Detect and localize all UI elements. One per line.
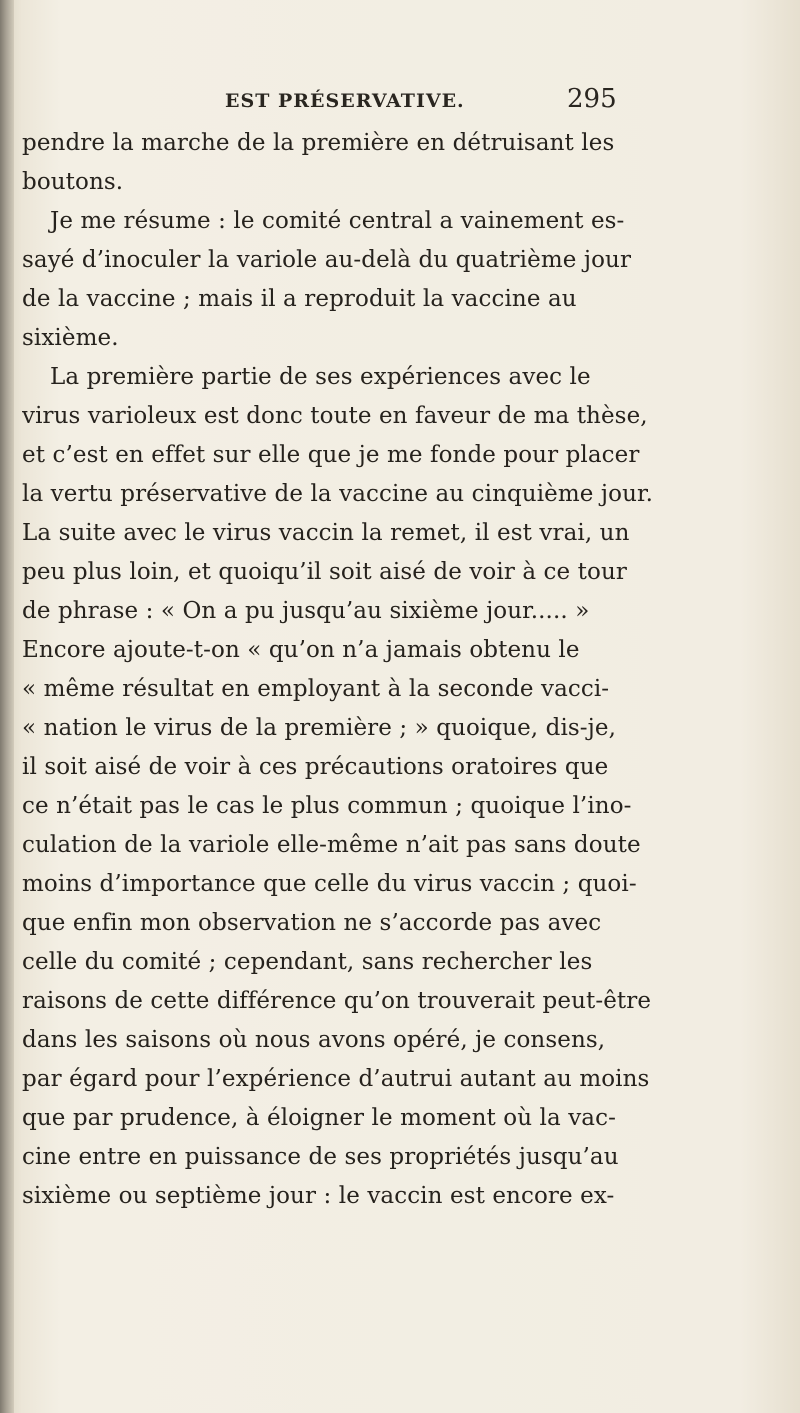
text-line: celle du comité ; cependant, sans rechercher les (22, 949, 593, 975)
text-line: de la vaccine ; mais il a reproduit la vaccine au (22, 286, 577, 312)
text-line: boutons. (22, 169, 124, 195)
text-line: sayé d’inoculer la variole au-delà du quatrième jour (22, 247, 632, 273)
text-line: sixième. (22, 325, 119, 351)
body-text (22, 124, 762, 1216)
text-line: la vertu préservative de la vaccine au cinquième jour. (22, 481, 653, 507)
text-line: il soit aisé de voir à ces précautions oratoires que (22, 754, 609, 780)
text-line: virus varioleux est donc toute en faveur de ma thèse, (22, 403, 648, 429)
running-head (0, 80, 800, 120)
text-line: La première partie de ses expériences avec le (50, 364, 591, 390)
text-line: et c’est en effet sur elle que je me fonde pour placer (22, 442, 640, 468)
text-line: cine entre en puissance de ses propriétés jusqu’au (22, 1144, 619, 1170)
text-line: Encore ajoute-t-on « qu’on n’a jamais obtenu le (22, 637, 580, 663)
text-line: moins d’importance que celle du virus vaccin ; quoi- (22, 871, 637, 897)
text-line: culation de la variole elle-même n’ait pas sans doute (22, 832, 641, 858)
text-line: sixième ou septième jour : le vaccin est encore ex- (22, 1183, 615, 1209)
text-line: de phrase : « On a pu jusqu’au sixième jour..... » (22, 598, 590, 624)
text-line: pendre la marche de la première en détruisant les (22, 130, 615, 156)
text-line: par égard pour l’expérience d’autrui autant au moins (22, 1066, 650, 1092)
text-line: que enfin mon observation ne s’accorde pas avec (22, 910, 602, 936)
page-number: 295 (567, 84, 617, 114)
text-line: « même résultat en employant à la seconde vacci- (22, 676, 610, 702)
text-line: raisons de cette différence qu’on trouverait peut-être (22, 988, 652, 1014)
page-binding-edge (0, 0, 14, 1413)
text-line: peu plus loin, et quoiqu’il soit aisé de voir à ce tour (22, 559, 627, 585)
text-line: que par prudence, à éloigner le moment où la vac- (22, 1105, 616, 1131)
text-line: La suite avec le virus vaccin la remet, il est vrai, un (22, 520, 630, 546)
text-line: dans les saisons où nous avons opéré, je consens, (22, 1027, 606, 1053)
text-line: Je me résume : le comité central a vainement es- (50, 208, 625, 234)
running-title: EST PRÉSERVATIVE. (225, 90, 465, 112)
text-line: « nation le virus de la première ; » quoique, dis-je, (22, 715, 617, 741)
text-line: ce n’était pas le cas le plus commun ; quoique l’ino- (22, 793, 632, 819)
